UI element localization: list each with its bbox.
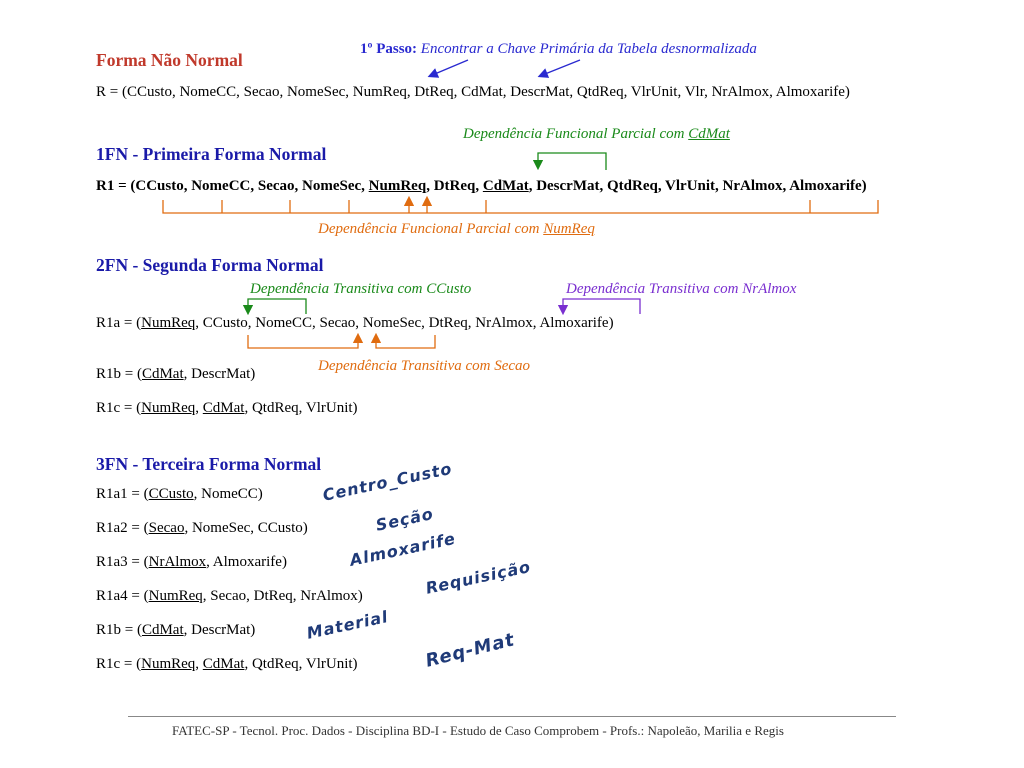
handwritten-secao: Seção	[374, 504, 436, 535]
footer-text: FATEC-SP - Tecnol. Proc. Dados - Disciplina BD-I - Estudo de Caso Comprobem - Profs.: Napoleão, Marilia e Regis	[172, 723, 784, 738]
fn3-heading: 3FN - Terceira Forma Normal	[96, 454, 322, 474]
step1-label: 1º Passo:	[360, 41, 418, 57]
dep-secao-note: Dependência Transitiva com Secao	[318, 358, 531, 374]
step1-arrow-cdmat	[540, 60, 580, 76]
step1-arrow-numreq	[430, 60, 468, 76]
dep-nralmox-note: Dependência Transitiva com NrAlmox	[566, 281, 797, 297]
r1a1-prefix: R1a1 = (	[96, 486, 149, 502]
r1b-suffix: , DescrMat)	[183, 366, 256, 382]
r1a3-prefix: R1a3 = (	[96, 554, 149, 570]
handwritten-almoxarife: Almoxarife	[348, 528, 458, 570]
fn1-orange-bracket	[163, 200, 878, 213]
r1a1-key: CCusto	[148, 486, 194, 502]
r1b3-key: CdMat	[141, 622, 184, 638]
r1a-prefix: R1a = (	[96, 315, 142, 331]
r1c-key-numreq: NumReq	[141, 400, 196, 416]
dep-cdmat-prefix: Dependência Funcional Parcial com	[463, 126, 689, 142]
dep-ccusto-note: Dependência Transitiva com CCusto	[250, 281, 472, 297]
dep-cdmat-key: CdMat	[688, 126, 730, 142]
r1c3-prefix: R1c = (	[96, 656, 142, 672]
r1a-suffix: , CCusto, NomeCC, Secao, NomeSec, DtReq, NrAlmox, Almoxarife)	[195, 315, 614, 331]
r1b3-suffix: , DescrMat)	[183, 622, 256, 638]
r1a2-prefix: R1a2 = (	[96, 520, 149, 536]
r1a4-key: NumReq	[148, 588, 203, 604]
r1b-key: CdMat	[141, 366, 184, 382]
r1a4-prefix: R1a4 = (	[96, 588, 149, 604]
r1-key-cdmat: CdMat	[482, 178, 529, 194]
r1a1-suffix: , NomeCC)	[193, 486, 263, 502]
r1c3-key-numreq: NumReq	[141, 656, 196, 672]
handwritten-centro-custo: Centro_Custo	[321, 458, 454, 505]
r1-prefix: R1 = (CCusto, NomeCC, Secao, NomeSec,	[96, 178, 369, 194]
r1-suffix: , DescrMat, QtdReq, VlrUnit, NrAlmox, Almoxarife)	[528, 178, 867, 194]
handwritten-req-mat: Req-Mat	[423, 629, 518, 672]
fnn-relation: R = (CCusto, NomeCC, Secao, NomeSec, NumReq, DtReq, CdMat, DescrMat, QtdReq, VlrUnit, Vlr, NrAlmox, Almoxarife)	[96, 84, 850, 100]
step1-text: Encontrar a Chave Primária da Tabela desnormalizada	[420, 41, 757, 57]
fn2-orange-bracket	[248, 335, 435, 348]
r1b-prefix: R1b = (	[96, 366, 142, 382]
fn1-green-bracket	[538, 153, 606, 170]
r1a2-key: Secao	[148, 520, 185, 536]
handwritten-requisicao: Requisição	[424, 556, 533, 598]
r1c-suffix: , QtdReq, VlrUnit)	[244, 400, 358, 416]
r1a-key: NumReq	[141, 315, 196, 331]
step1-arrows	[430, 60, 580, 76]
r1b3-prefix: R1b = (	[96, 622, 142, 638]
r1c-prefix: R1c = (	[96, 400, 142, 416]
r1a3-key: NrAlmox	[148, 554, 207, 570]
r1a2-suffix: , NomeSec, CCusto)	[184, 520, 308, 536]
r1c-sep: ,	[195, 400, 203, 416]
r1c3-suffix: , QtdReq, VlrUnit)	[244, 656, 358, 672]
r1a3-suffix: , Almoxarife)	[206, 554, 287, 570]
r1-mid: , DtReq,	[426, 178, 483, 194]
dep-numreq-prefix: Dependência Funcional Parcial com	[318, 221, 544, 237]
fn2-purple-bracket	[563, 299, 640, 314]
r1c-key-cdmat: CdMat	[202, 400, 245, 416]
dep-numreq-key: NumReq	[543, 221, 595, 237]
fn1-heading: 1FN - Primeira Forma Normal	[96, 144, 327, 164]
fn2-green-bracket	[248, 299, 306, 314]
fnn-heading: Forma Não Normal	[96, 50, 243, 70]
fn2-heading: 2FN - Segunda Forma Normal	[96, 255, 324, 275]
handwritten-material: Material	[305, 606, 391, 643]
r1c3-sep: ,	[195, 656, 203, 672]
r1a4-suffix: , Secao, DtReq, NrAlmox)	[202, 588, 363, 604]
r1-key-numreq: NumReq	[368, 178, 427, 194]
r1c3-key-cdmat: CdMat	[202, 656, 245, 672]
